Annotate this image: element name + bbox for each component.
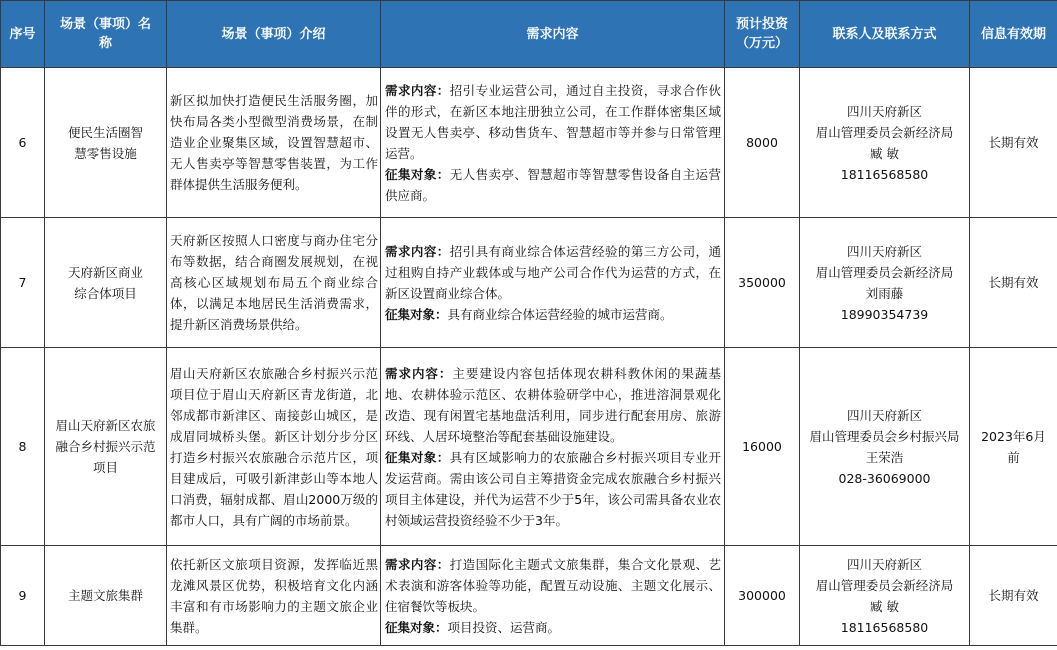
target-text: 具有商业综合体运营经验的城市运营商。 xyxy=(447,306,673,322)
row-intro: 新区拟加快打造便民生活服务圈，加快布局各类小型微型消费场景，在制造业企业聚集区域，设置智慧超市、无人售卖亭等智慧零售装置，为工作群体提供生活服务便利。 xyxy=(167,68,381,218)
row-contact xyxy=(800,546,970,646)
contact-person: 刘雨藤 xyxy=(865,285,904,301)
row-contact xyxy=(800,218,970,348)
header-investment: 预计投资（万元） xyxy=(725,1,800,68)
demand-label: 需求内容： xyxy=(385,243,450,259)
row-intro: 依托新区文旅项目资源，发挥临近黑龙滩风景区优势，积极培育文化内涵丰富和有市场影响力的主题文旅企业集群。 xyxy=(167,546,381,646)
row-name: 天府新区商业综合体项目 xyxy=(45,218,167,348)
contact-person: 王荣浩 xyxy=(865,449,904,465)
table-row xyxy=(1,546,1057,646)
target-label: 征集对象： xyxy=(385,306,448,322)
row-validity: 长期有效 xyxy=(970,218,1057,348)
contact-phone: 028-36069000 xyxy=(838,470,931,486)
contact-phone: 18116568580 xyxy=(840,166,929,182)
row-intro: 眉山天府新区农旅融合乡村振兴示范项目位于眉山天府新区青龙街道，北邻成都市新津区、南接彭山城区，是成眉同城桥头堡。新区计划分步分区打造乡村振兴农旅融合示范片区，项目建成后，可吸引新津彭山等本地人口消费，辐射成都、眉山2000万级的都市人口，具有广阔的市场前景。 xyxy=(167,348,381,546)
row-contact xyxy=(800,348,970,546)
demand-label: 需求内容： xyxy=(385,365,453,381)
header-seq: 序号 xyxy=(1,1,45,68)
demand-text: 招引专业运营公司，通过自主投资，寻求合作伙伴的形式，在新区本地注册独立公司，在工作群体密集区域设置无人售卖亭、移动售货车、智慧超市等并参与日常管理运营。 xyxy=(385,82,721,161)
contact-org: 四川天府新区 xyxy=(846,556,922,572)
contact-dept: 眉山管理委员会新经济局 xyxy=(815,264,954,280)
header-intro: 场景（事项）介绍 xyxy=(167,1,381,68)
row-validity: 长期有效 xyxy=(970,68,1057,218)
row-investment: 16000 xyxy=(725,348,800,546)
row-contact xyxy=(800,68,970,218)
contact-dept: 眉山管理委员会新经济局 xyxy=(815,577,954,593)
header-demand: 需求内容 xyxy=(381,1,725,68)
row-investment: 350000 xyxy=(725,218,800,348)
contact-dept: 眉山管理委员会新经济局 xyxy=(815,124,954,140)
row-demand xyxy=(381,348,725,546)
header-row xyxy=(1,1,1057,68)
contact-phone: 18116568580 xyxy=(840,619,929,635)
row-seq: 8 xyxy=(1,348,45,546)
contact-dept: 眉山管理委员会乡村振兴局 xyxy=(809,428,960,444)
demand-label: 需求内容： xyxy=(385,556,450,572)
target-text: 具有区域影响力的农旅融合乡村振兴项目专业开发运营商。需由该公司自主筹措资金完成农旅融合乡村振兴项目主体建设，并代为运营不少于5年，该公司需具备农业农村领域运营投资经验不少于3年。 xyxy=(385,449,721,528)
target-text: 项目投资、运营商。 xyxy=(447,619,561,635)
row-seq: 6 xyxy=(1,68,45,218)
row-name: 眉山天府新区农旅融合乡村振兴示范项目 xyxy=(45,348,167,546)
demand-text: 打造国际化主题式文旅集群，集合文化景观、艺术表演和游客体验等功能，配置互动设施、主题文化展示、住宿餐饮等板块。 xyxy=(385,556,721,614)
table-row xyxy=(1,68,1057,218)
row-demand xyxy=(381,68,725,218)
contact-person: 臧 敏 xyxy=(870,145,899,161)
row-investment: 300000 xyxy=(725,546,800,646)
table-row xyxy=(1,348,1057,546)
header-name: 场景（事项）名称 xyxy=(45,1,167,68)
row-name: 便民生活圈智慧零售设施 xyxy=(45,68,167,218)
demand-text: 招引具有商业综合体运营经验的第三方公司，通过租购自持产业载体或与地产公司合作代为运营的方式，在新区设置商业综合体。 xyxy=(385,243,721,301)
row-validity: 长期有效 xyxy=(970,546,1057,646)
row-investment: 8000 xyxy=(725,68,800,218)
contact-org: 四川天府新区 xyxy=(846,243,922,259)
header-contact: 联系人及联系方式 xyxy=(800,1,970,68)
contact-org: 四川天府新区 xyxy=(846,103,922,119)
table-row xyxy=(1,218,1057,348)
row-seq: 9 xyxy=(1,546,45,646)
demand-label: 需求内容： xyxy=(385,82,450,98)
row-name: 主题文旅集群 xyxy=(45,546,167,646)
demand-text: 主要建设内容包括体现农耕科教休闲的果蔬基地、农耕体验示范区、农耕体验研学中心，推进溶洞景观化改造、现有闲置宅基地盘活利用，同步进行配套用房、旅游环线、人居环境整治等配套基础设施建设。 xyxy=(385,365,721,444)
contact-phone: 18990354739 xyxy=(840,306,929,322)
row-validity: 2023年6月前 xyxy=(970,348,1057,546)
contact-org: 四川天府新区 xyxy=(846,407,922,423)
row-seq: 7 xyxy=(1,218,45,348)
target-text: 无人售卖亭、智慧超市等智慧零售设备自主运营供应商。 xyxy=(385,166,721,203)
row-demand xyxy=(381,546,725,646)
target-label: 征集对象： xyxy=(385,449,450,465)
target-label: 征集对象： xyxy=(385,166,450,182)
target-label: 征集对象： xyxy=(385,619,448,635)
row-demand xyxy=(381,218,725,348)
header-validity: 信息有效期 xyxy=(970,1,1057,68)
row-intro: 天府新区按照人口密度与商办住宅分布等数据，结合商圈发展规划，在视高核心区域规划布局五个商业综合体，以满足本地居民生活消费需求，提升新区消费场景供给。 xyxy=(167,218,381,348)
contact-person: 臧 敏 xyxy=(870,598,899,614)
